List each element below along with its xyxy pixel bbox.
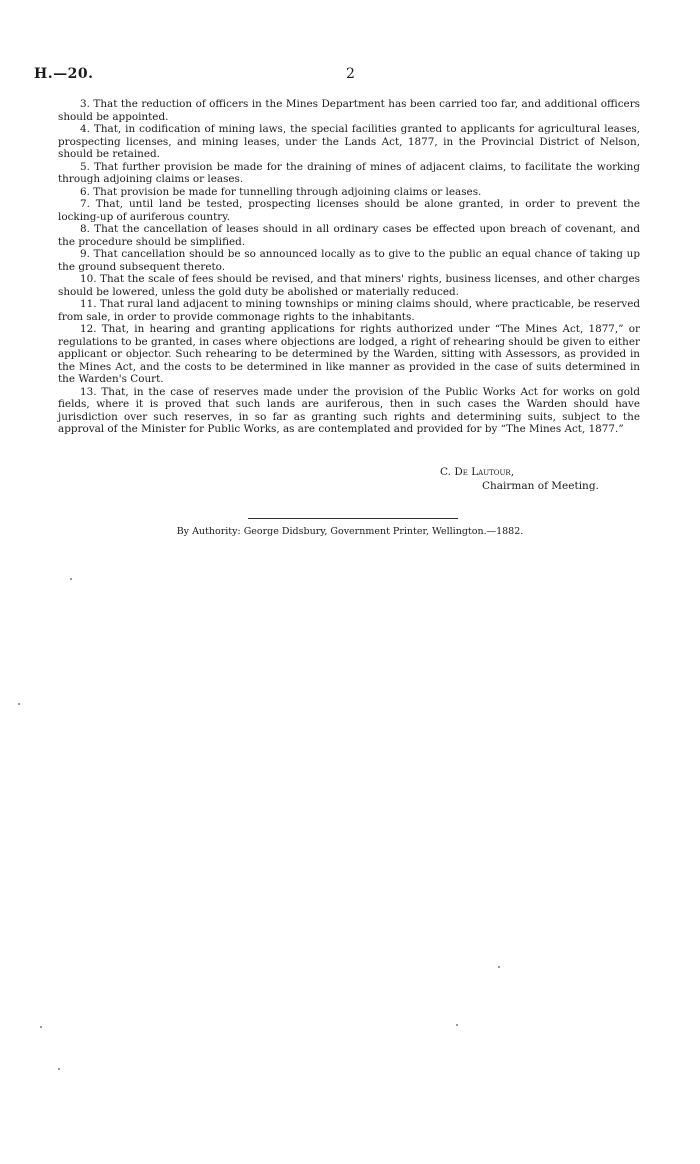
resolutions-list: [58, 98, 640, 436]
signatory-name: C. De Lautour,: [440, 466, 515, 478]
printer-imprint: By Authority: George Didsbury, Government Printer, Wellington.—1882.: [176, 526, 524, 537]
resolution-9: 9. That cancellation should be so announced locally as to give to the public an equal chance of taking up the ground subsequent thereto.: [58, 248, 640, 273]
scan-speck: [18, 703, 20, 705]
resolution-8: 8. That the cancellation of leases should in all ordinary cases be effected upon breach of covenant, and the procedure should be simplified.: [58, 223, 640, 248]
resolution-4: 4. That, in codification of mining laws, the special facilities granted to applicants for agricultural leases, prospecting licenses, and mining leases, under the Lands Act, 1877, in the Provincial District of Nelson, should be retained.: [58, 123, 640, 160]
resolution-10: 10. That the scale of fees should be revised, and that miners' rights, business licenses, and other charges should be lowered, unless the gold duty be abolished or materially reduced.: [58, 273, 640, 298]
scan-speck: [498, 966, 500, 968]
resolution-5: 5. That further provision be made for the draining of mines of adjacent claims, to facilitate the working through adjoining claims or leases.: [58, 160, 640, 185]
signature-block: [440, 466, 599, 493]
signatory-title: Chairman of Meeting.: [482, 479, 599, 492]
scan-speck: [58, 1068, 60, 1070]
resolution-3: 3. That the reduction of officers in the Mines Department has been carried too far, and additional officers should be appointed.: [58, 98, 640, 123]
page-number: 2: [346, 66, 355, 82]
resolution-7: 7. That, until land be tested, prospecting licenses should be alone granted, in order to prevent the locking-up of auriferous country.: [58, 198, 640, 223]
document-reference: H.—20.: [34, 66, 94, 82]
resolution-13: 13. That, in the case of reserves made under the provision of the Public Works Act for works on gold fields, where it is proved that such lands are auriferous, then in such cases the Warden should have jurisdiction over such reserves, in so far as granting such rights and determining suits, subject to the approval of the Minister for Public Works, as are contemplated and provided for by “The Mines Act, 1877.”: [58, 385, 640, 435]
resolution-11: 11. That rural land adjacent to mining townships or mining claims should, where practicable, be reserved from sale, in order to provide commonage rights to the inhabitants.: [58, 298, 640, 323]
scan-speck: [456, 1024, 458, 1026]
imprint-rule: [248, 518, 458, 519]
scan-speck: [70, 578, 72, 580]
scan-speck: [40, 1026, 42, 1028]
resolution-6: 6. That provision be made for tunnelling through adjoining claims or leases.: [80, 185, 482, 198]
page-header: [34, 66, 666, 84]
resolution-12: 12. That, in hearing and granting applications for rights authorized under “The Mines Act, 1877,” or regulations to be granted, in cases where objections are lodged, a right of rehearing should be given to either applicant or objector. Such rehearing to be determined by the Warden, sitting with Assessors, as provided in the Mines Act, and the costs to be determined in like manner as provided in the case of suits determined in the Warden's Court.: [58, 323, 640, 385]
